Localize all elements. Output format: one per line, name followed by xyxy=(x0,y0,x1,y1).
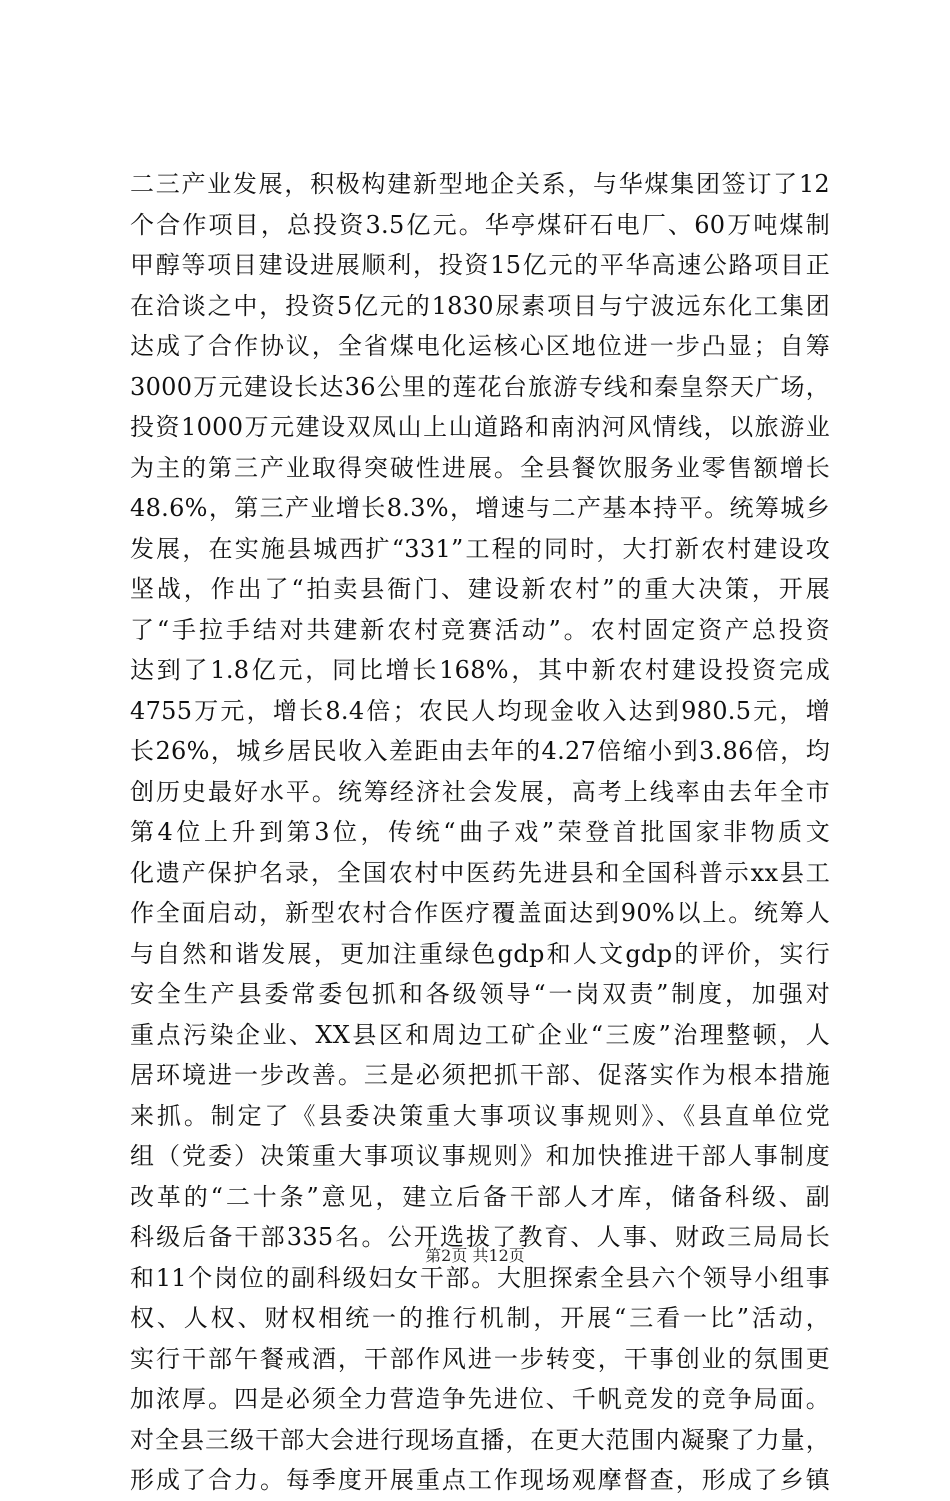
text-line: 安全生产县委常委包抓和各级领导“一岗双责”制度，加强对 xyxy=(130,980,830,1008)
text-line: 和11个岗位的副科级妇女干部。大胆探索全县六个领导小组事 xyxy=(130,1263,830,1292)
text-line: 形成了合力。每季度开展重点工作现场观摩督查，形成了乡镇 xyxy=(130,1466,830,1494)
text-line: 发展，在实施县城西扩“331”工程的同时，大打新农村建设攻 xyxy=(130,534,830,563)
text-line: 投资1000万元建设双凤山上山道路和南汭河风情线，以旅游业 xyxy=(130,413,830,441)
text-line: 作全面启动，新型农村合作医疗覆盖面达到90%以上。统筹人 xyxy=(130,899,830,927)
text-line: 了“手拉手结对共建新农村竞赛活动”。农村固定资产总投资 xyxy=(130,615,830,644)
text-line: 个合作项目，总投资3.5亿元。华亭煤矸石电厂、60万吨煤制 xyxy=(130,210,830,239)
page-number-footer: 第2页 共12页 xyxy=(425,1246,525,1265)
text-line: 重点污染企业、XX县区和周边工矿企业“三废”治理整顿，人 xyxy=(130,1020,830,1049)
text-line: 达到了1.8亿元，同比增长168%，其中新农村建设投资完成 xyxy=(130,656,830,684)
text-line: 48.6%，第三产业增长8.3%，增速与二产基本持平。统筹城乡 xyxy=(130,494,830,522)
text-line: 甲醇等项目建设进展顺利，投资15亿元的平华高速公路项目正 xyxy=(130,251,830,279)
text-line: 实行干部午餐戒酒，干部作风进一步转变，干事创业的氛围更 xyxy=(130,1344,830,1373)
text-line: 3000万元建设长达36公里的莲花台旅游专线和秦皇祭天广场， xyxy=(130,372,830,401)
text-line: 第4位上升到第3位，传统“曲子戏”荣登首批国家非物质文 xyxy=(130,818,830,846)
text-line: 化遗产保护名录，全国农村中医药先进县和全国科普示xx县工 xyxy=(130,858,830,887)
text-line: 达成了合作协议，全省煤电化运核心区地位进一步凸显；自筹 xyxy=(130,332,830,360)
text-line: 坚战，作出了“拍卖县衙门、建设新农村”的重大决策，开展 xyxy=(130,575,830,603)
text-line: 长26%，城乡居民收入差距由去年的4.27倍缩小到3.86倍，均 xyxy=(130,737,830,765)
text-line: 在洽谈之中，投资5亿元的1830尿素项目与宁波远东化工集团 xyxy=(130,291,830,320)
text-line: 对全县三级干部大会进行现场直播，在更大范围内凝聚了力量， xyxy=(130,1425,830,1454)
text-line: 改革的“二十条”意见，建立后备干部人才库，储备科级、副 xyxy=(130,1182,830,1211)
text-line: 来抓。制定了《县委决策重大事项议事规则》、《县直单位党 xyxy=(130,1101,830,1130)
text-line: 科级后备干部335名。公开选拔了教育、人事、财政三局局长 xyxy=(130,1223,830,1251)
text-line: 权、人权、财权相统一的推行机制，开展“三看一比”活动， xyxy=(130,1304,830,1332)
text-line: 组（党委）决策重大事项议事规则》和加快推进干部人事制度 xyxy=(130,1142,830,1170)
text-line: 4755万元，增长8.4倍；农民人均现金收入达到980.5元，增 xyxy=(130,696,830,725)
text-line: 与自然和谐发展，更加注重绿色gdp和人文gdp的评价，实行 xyxy=(130,939,830,968)
text-line: 为主的第三产业取得突破性进展。全县餐饮服务业零售额增长 xyxy=(130,453,830,482)
body-paragraph xyxy=(130,164,830,1501)
text-line: 创历史最好水平。统筹经济社会发展，高考上线率由去年全市 xyxy=(130,777,830,806)
text-line: 居环境进一步改善。三是必须把抓干部、促落实作为根本措施 xyxy=(130,1061,830,1089)
text-line: 二三产业发展，积极构建新型地企关系，与华煤集团签订了12 xyxy=(130,170,830,198)
text-line: 加浓厚。四是必须全力营造争先进位、千帆竞发的竞争局面。 xyxy=(130,1385,830,1413)
